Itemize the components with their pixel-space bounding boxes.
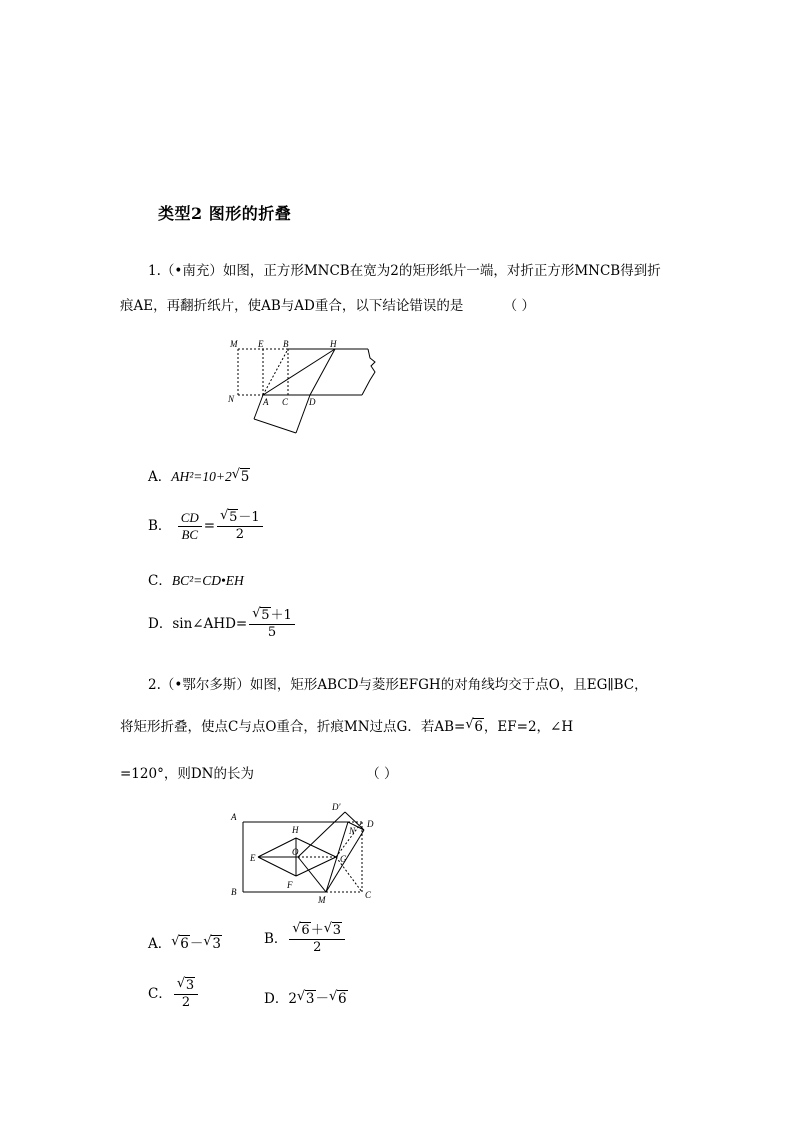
q2-line2-tail: ，EF=2，∠H: [483, 719, 574, 735]
q1-label-E: E: [258, 339, 264, 349]
q2-label-O: O: [292, 847, 299, 857]
q2-line1: 2.（•鄂尔多斯）如图，矩形ABCD与菱形EFGH的对角线均交于点O，且EG∥BC，: [148, 677, 648, 693]
q2-option-c-den: 2: [181, 995, 191, 1010]
q1-label-N: N: [228, 394, 235, 404]
q1-option-b[interactable]: [148, 510, 265, 543]
q1-label-M: M: [230, 339, 238, 349]
q1-fig-flap-bottom: [254, 419, 296, 433]
q2-option-a[interactable]: A． √ 6－ √ 3: [148, 934, 221, 952]
q2-option-d-prefix: D．: [264, 991, 289, 1007]
q2-label-A: A: [231, 812, 237, 822]
q2-label-N: N: [349, 826, 356, 836]
q1-label-B: B: [283, 339, 289, 349]
q2-line2-text: 将矩形折叠，使点C与点O重合，折痕MN过点G．若AB=: [120, 719, 466, 735]
q2-label-Dprime: D': [332, 802, 341, 812]
q2-fig-line-EH: [258, 838, 296, 857]
q1-option-c[interactable]: [148, 569, 244, 589]
q1-line2: [120, 296, 535, 316]
q2-label-G: G: [340, 854, 347, 864]
q1-option-b-eq: =: [203, 518, 216, 534]
q1-option-d-den: 5: [267, 625, 277, 640]
q2-option-a-rad1: 6: [180, 936, 189, 952]
q2-fig-line-FE: [258, 857, 296, 876]
q1-label-H: H: [330, 339, 337, 349]
q1-option-d[interactable]: [148, 608, 297, 641]
q2-option-a-mid: －: [189, 936, 204, 952]
q1-line2-text: 痕AE，再翻折纸片，使AB与AD重合，以下结论错误的是: [120, 298, 464, 314]
q1-fig-line-AB-dashed: [263, 349, 288, 395]
q2-option-b-rad1: 6: [301, 923, 310, 938]
q2-label-B: B: [231, 887, 237, 897]
q1-option-b-rhs-den: 2: [235, 527, 245, 542]
q1-option-a[interactable]: [148, 465, 250, 485]
q2-fig-line-HG: [296, 838, 336, 857]
q1-answer-paren: （ ）: [503, 298, 535, 314]
q1-fig-line-DH: [310, 349, 335, 395]
q2-option-c-rad: 3: [185, 978, 195, 993]
q1-figure: [224, 336, 384, 436]
q1-option-d-frac: √ 5＋1 5: [249, 608, 295, 641]
q2-line3: [120, 764, 398, 784]
q1-option-b-rhs-rad: 5: [229, 510, 238, 525]
q2-label-D: D: [367, 819, 374, 829]
q1-option-c-prefix: C．: [148, 573, 172, 589]
q1-fig-line-AH: [263, 349, 335, 395]
q2-option-c-prefix: C．: [148, 986, 172, 1002]
q1-fig-torn-edge: [362, 349, 375, 395]
q1-option-b-lhs: [178, 510, 202, 543]
q1-option-d-prefix: D．: [148, 616, 173, 632]
q2-label-M: M: [318, 895, 326, 905]
q1-option-b-num: CD: [178, 510, 202, 527]
q2-option-b-prefix: B．: [264, 931, 288, 947]
q2-figure: [228, 798, 380, 906]
q1-option-a-sqrt: √ 5: [231, 467, 250, 485]
q1-option-b-den: BC: [181, 527, 199, 542]
q2-fig-line-OM: [298, 857, 326, 892]
q1-option-c-expr: BC²=CD•EH: [171, 573, 244, 588]
q2-line2: [120, 717, 573, 737]
q2-label-F: F: [287, 880, 293, 890]
q2-option-c-frac: √ 3 2: [174, 978, 198, 1011]
q1-label-D: D: [309, 397, 316, 407]
q2-label-H: H: [292, 825, 299, 835]
q1-option-d-rad: 5: [261, 608, 270, 623]
q1-fig-flap-left: [254, 395, 263, 419]
q1-label-C: C: [282, 397, 289, 407]
section-title: 类型2 图形的折叠: [158, 204, 292, 223]
q2-option-c[interactable]: [148, 978, 200, 1011]
q1-option-d-expr: sin∠AHD=: [172, 616, 248, 632]
q2-answer-paren: （ ）: [366, 766, 398, 782]
q2-option-d-rad1: 3: [305, 991, 315, 1007]
q2-option-b-mid: ＋: [310, 923, 324, 938]
q2-line2-rad: 6: [474, 719, 483, 735]
q1-option-d-tail: ＋1: [270, 608, 292, 623]
q1-option-b-rhs: √ 5－1 2: [217, 510, 263, 543]
q2-option-a-rad2: 3: [212, 936, 221, 952]
q2-label-C: C: [365, 890, 372, 900]
q1-fig-flap-right: [296, 395, 310, 433]
q1-option-a-prefix: A．: [148, 469, 172, 485]
q2-option-b-rad2: 3: [332, 923, 341, 938]
q2-label-E: E: [250, 853, 256, 863]
q2-option-d-mid: －: [315, 991, 330, 1007]
q2-option-d[interactable]: D．2 √ 3－ √ 6: [264, 989, 347, 1007]
q1-option-b-prefix: B．: [148, 518, 172, 534]
q2-option-d-lead: 2: [288, 991, 297, 1007]
q1-option-a-rad: 5: [240, 469, 250, 485]
q2-option-a-prefix: A．: [148, 936, 172, 952]
q1-option-b-rhs-tail: －1: [238, 510, 260, 525]
q2-line3-text: =120°，则DN的长为: [120, 766, 254, 782]
q1-option-a-expr: AH²=10+2: [171, 469, 232, 484]
q2-option-b-frac: √ 6＋ √ 3 2: [289, 923, 345, 956]
q2-line2-sqrt: √ 6: [465, 717, 483, 735]
q2-option-d-rad2: 6: [338, 991, 347, 1007]
q1-label-A: A: [263, 397, 269, 407]
q2-option-b-den: 2: [313, 940, 322, 955]
q2-fig-line-GF: [296, 857, 336, 876]
q1-line1: 1.（•南充）如图，正方形MNCB在宽为2的矩形纸片一端，对折正方形MNCB得到折: [148, 263, 661, 279]
q2-option-b[interactable]: [264, 923, 347, 956]
